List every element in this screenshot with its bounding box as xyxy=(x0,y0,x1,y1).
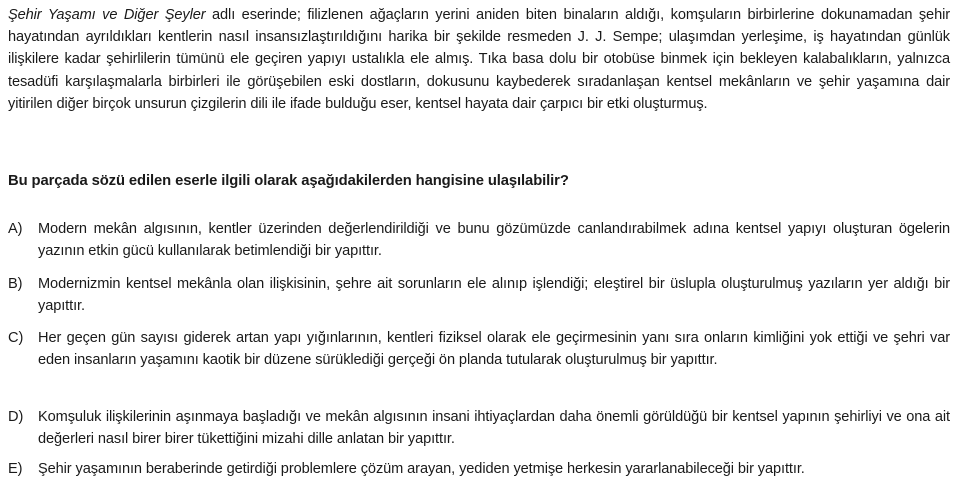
option-letter: B) xyxy=(8,276,23,292)
option-text: Her geçen gün sayısı giderek artan yapı yığınlarının, kentleri fiziksel olarak ele geçirmesinin yanı sıra onların kimliğini yok ettiği ve şehri var eden insanların yaşamını kaotik bir düzene sürüklediği gerçeği ön planda tutularak oluşturulmuş bir yapıttır. xyxy=(38,330,950,369)
option-text: Modern mekân algısının, kentler üzerinden değerlendirildiği ve bunu gözümüzde canlandırabilmek adına kentsel yapıyı oluşturan ögelerin yazının etkin gücü kullanılarak betimlendiği bir yapıttır. xyxy=(38,221,950,260)
passage-body: adlı eserinde; filizlenen ağaçların yerini aniden biten binaların aldığı, komşuların birbirlerine dokunamadan şehir hayatından ayrıldıkları kentlerin nasıl insansızlaştırıldığını harika bir şekilde resmeden J. J. Sempe; ulaşımdan yerleşime, iş hayatından günlük ilişkilere kadar şehirlilerin tümünü ele geçiren yapıyı ustalıkla ele almış. Tıka basa dolu bir otobüse binmek için bekleyen kalabalıkların, yalnızca tesadüfi karşılaşmalarla birbirleri ile görüşebilen eski dostların, dokusunu kaybederek sıradanlaşan kentsel mekânların ve şehir yaşamına dair yitirilen diğer birçok unsurun çizgilerin dili ile ifade bulduğu eser, kentsel hayata dair çarpıcı bir etki oluşturmuş. xyxy=(8,7,950,112)
option-text: Komşuluk ilişkilerinin aşınmaya başladığı ve mekân algısının insani ihtiyaçlardan daha önemli görüldüğü bir kentsel yapının şehirliyi ve ona ait değerleri nasıl birer birer tükettiğini mizahi dille anlatan bir yapıttır. xyxy=(38,409,950,448)
answer-option-a[interactable] xyxy=(8,218,950,262)
answer-option-d[interactable] xyxy=(8,406,950,450)
answer-option-b[interactable] xyxy=(8,273,950,317)
reading-passage xyxy=(8,4,950,115)
option-letter: A) xyxy=(8,221,23,237)
option-text: Şehir yaşamının beraberinde getirdiği problemlere çözüm arayan, yediden yetmişe herkesin yararlanabileceği bir yapıttır. xyxy=(38,461,805,477)
option-letter: E) xyxy=(8,461,23,477)
work-title: Şehir Yaşamı ve Diğer Şeyler xyxy=(8,7,206,23)
question-stem: Bu parçada sözü edilen eserle ilgili olarak aşağıdakilerden hangisine ulaşılabilir? xyxy=(8,173,569,189)
answer-option-c[interactable] xyxy=(8,327,950,371)
option-letter: C) xyxy=(8,330,24,346)
option-letter: D) xyxy=(8,409,24,425)
option-text: Modernizmin kentsel mekânla olan ilişkisinin, şehre ait sorunların ele alınıp işlendiği; eleştirel bir üslupla oluşturulmuş yazıların yer aldığı bir yapıttır. xyxy=(38,276,950,315)
answer-option-e[interactable] xyxy=(8,458,950,480)
